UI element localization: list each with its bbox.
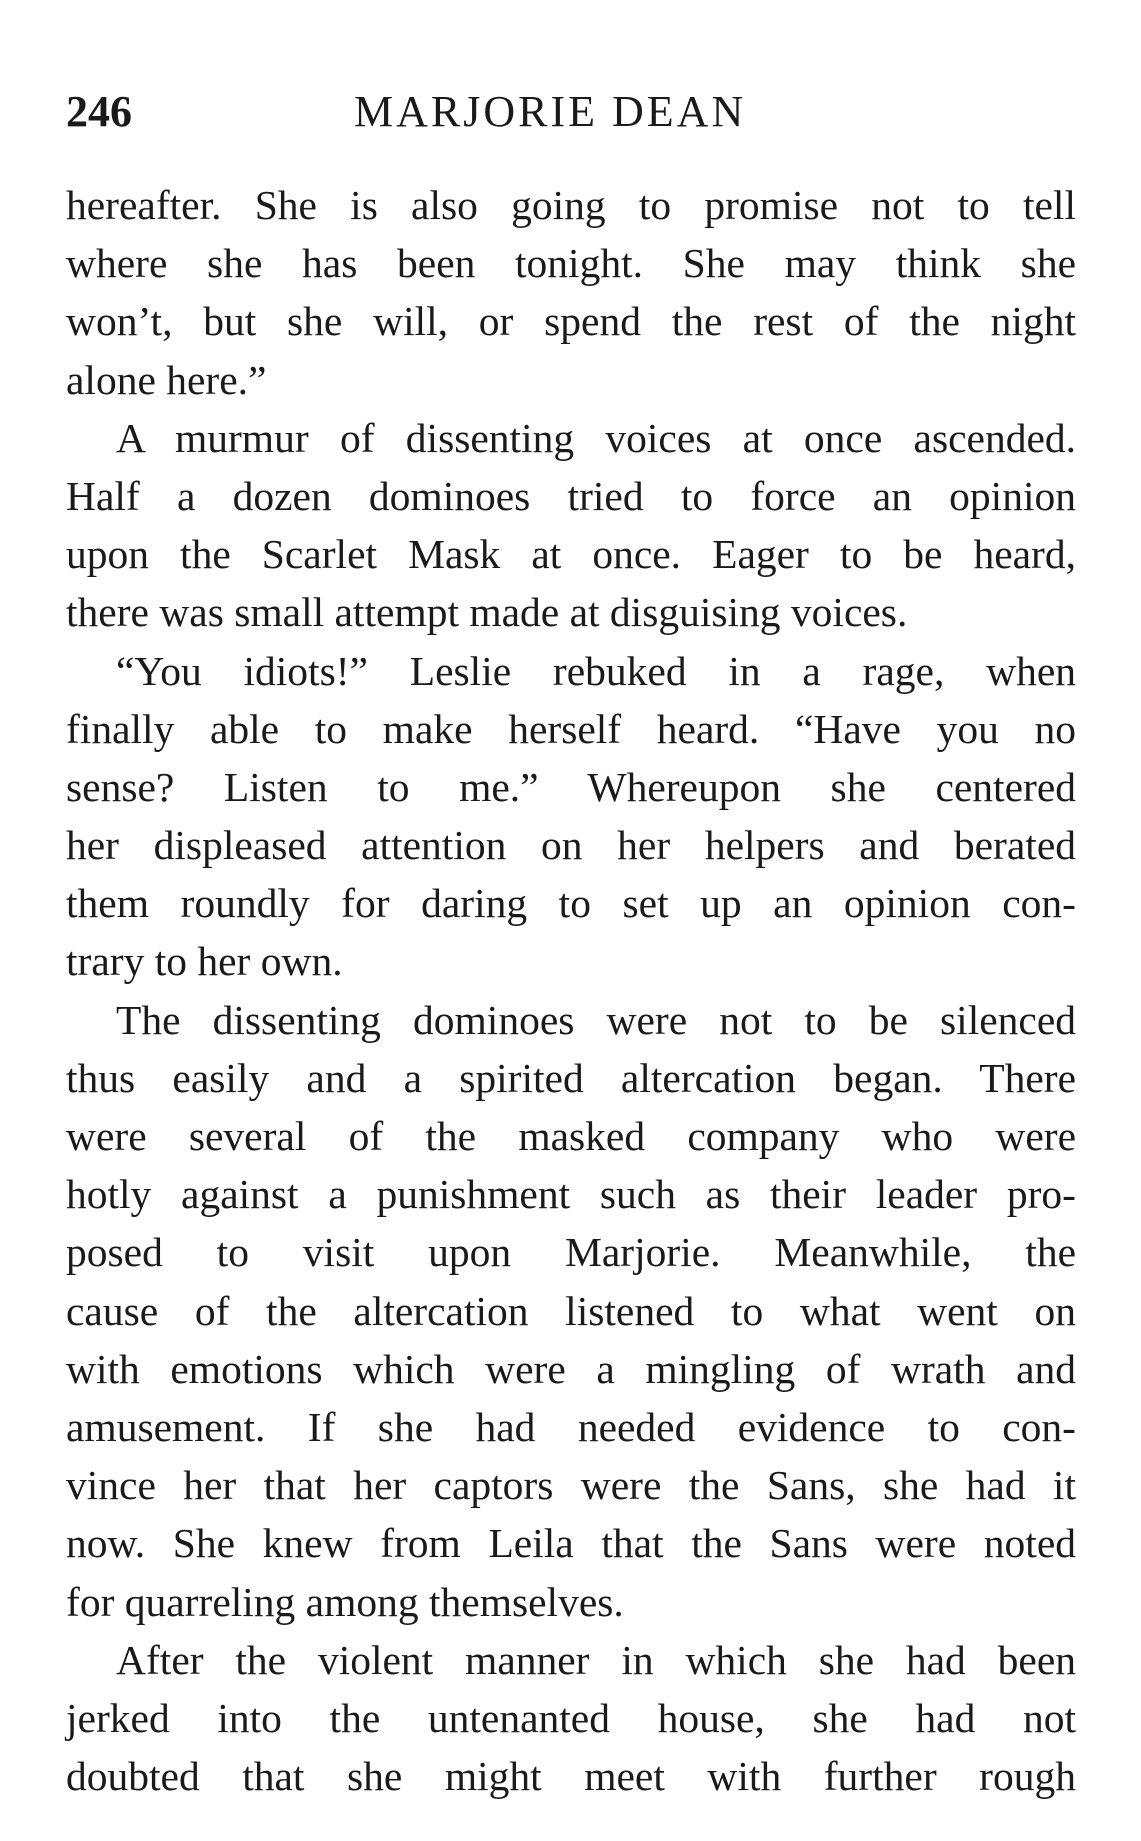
text-line: with emotions which were a mingling of wrath and	[66, 1345, 1076, 1392]
text-line: thus easily and a spirited altercation began. There	[66, 1054, 1076, 1101]
text-line: where she has been tonight. She may think she	[66, 240, 1076, 287]
text-line: “You idiots!” Leslie rebuked in a rage, when	[116, 647, 1076, 694]
text-line: won’t, but she will, or spend the rest of the night	[66, 298, 1076, 345]
paragraph	[66, 991, 1076, 1631]
text-line: for quarreling among themselves.	[66, 1578, 624, 1625]
text-line: now. She knew from Leila that the Sans were noted	[66, 1520, 1076, 1567]
text-line: alone here.”	[66, 356, 267, 403]
text-line: A murmur of dissenting voices at once ascended.	[116, 414, 1076, 461]
running-head	[66, 82, 1076, 142]
text-line: The dissenting dominoes were not to be silenced	[116, 996, 1076, 1043]
paragraph	[66, 409, 1076, 642]
text-line: After the violent manner in which she had been	[116, 1636, 1076, 1683]
text-line: jerked into the untenanted house, she had not	[66, 1694, 1076, 1741]
text-line: vince her that her captors were the Sans, she had it	[66, 1462, 1076, 1509]
paragraph	[66, 176, 1076, 409]
text-line: posed to visit upon Marjorie. Meanwhile, the	[66, 1229, 1076, 1276]
text-line: amusement. If she had needed evidence to con-	[66, 1403, 1076, 1450]
text-line: Half a dozen dominoes tried to force an opinion	[66, 472, 1076, 519]
body-text	[66, 176, 1076, 1805]
text-line: were several of the masked company who were	[66, 1113, 1076, 1159]
text-line: trary to her own.	[66, 938, 343, 985]
text-line: hereafter. She is also going to promise not to tell	[66, 182, 1076, 228]
running-title: MARJORIE DEAN	[354, 87, 747, 136]
text-line: upon the Scarlet Mask at once. Eager to be heard,	[66, 531, 1076, 578]
text-line: hotly against a punishment such as their leader pro-	[66, 1171, 1076, 1218]
text-line: finally able to make herself heard. “Have you no	[66, 705, 1076, 752]
paragraph	[66, 1631, 1076, 1806]
text-line: cause of the altercation listened to what went on	[66, 1287, 1076, 1334]
text-line: them roundly for daring to set up an opinion con-	[66, 880, 1076, 927]
page-number: 246	[66, 87, 132, 136]
text-line: doubted that she might meet with further rough	[66, 1753, 1076, 1800]
text-line: sense? Listen to me.” Whereupon she centered	[66, 763, 1076, 810]
text-line: her displeased attention on her helpers and berated	[66, 822, 1076, 869]
paragraph	[66, 642, 1076, 991]
text-line: there was small attempt made at disguising voices.	[66, 589, 908, 636]
